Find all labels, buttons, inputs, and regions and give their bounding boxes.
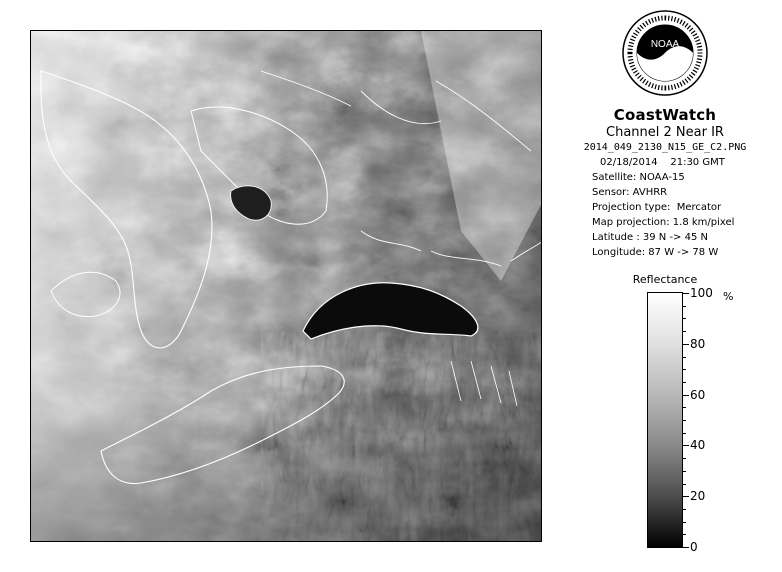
satellite-map (30, 30, 542, 542)
latitude: Latitude : 39 N -> 45 N (592, 232, 708, 243)
colorbar-tick-label: 80 (690, 336, 706, 351)
legend-unit: % (723, 290, 734, 303)
longitude: Longitude: 87 W -> 78 W (592, 247, 719, 258)
colorbar-tick-label: 100 (690, 286, 713, 300)
channel-title: Channel 2 Near IR (606, 125, 724, 140)
colorbar-tick-label: 20 (690, 489, 706, 504)
colorbar-minor-tick (683, 420, 686, 421)
colorbar-minor-tick (683, 306, 686, 307)
colorbar-tick (683, 395, 689, 396)
colorbar-minor-tick (683, 433, 686, 434)
colorbar-tick (683, 547, 689, 548)
date-time: 02/18/2014 21:30 GMT (600, 157, 725, 168)
colorbar-tick-label: 60 (690, 387, 706, 402)
colorbar-tick (683, 344, 689, 345)
colorbar-minor-tick (683, 369, 686, 370)
colorbar-tick (683, 293, 689, 294)
map-projection: Map projection: 1.8 km/pixel (592, 217, 735, 228)
colorbar-minor-tick (683, 357, 686, 358)
sensor: Sensor: AVHRR (592, 187, 668, 198)
metadata-block (560, 155, 770, 260)
satellite-image (31, 31, 542, 542)
colorbar-minor-tick (683, 331, 686, 332)
colorbar-minor-tick (683, 318, 686, 319)
reflectance-colorbar (647, 292, 683, 548)
brand-title: CoastWatch (613, 106, 717, 124)
colorbar-tick-label: 40 (690, 438, 706, 453)
colorbar-minor-tick (683, 522, 686, 523)
logo-text: NOAA (650, 39, 680, 50)
colorbar-minor-tick (683, 458, 686, 459)
satellite: Satellite: NOAA-15 (592, 172, 685, 183)
colorbar-minor-tick (683, 484, 686, 485)
colorbar-minor-tick (683, 509, 686, 510)
info-panel (560, 10, 770, 260)
legend-title: Reflectance (632, 273, 698, 286)
colorbar-minor-tick (683, 471, 686, 472)
colorbar-minor-tick (683, 534, 686, 535)
colorbar-minor-tick (683, 382, 686, 383)
noaa-logo-icon (622, 10, 708, 96)
projection-type: Projection type: Mercator (592, 202, 722, 213)
colorbar-tick-label: 0 (690, 540, 698, 554)
file-name: 2014_049_2130_N15_GE_C2.PNG (583, 142, 747, 153)
colorbar-minor-tick (683, 407, 686, 408)
colorbar-tick (683, 445, 689, 446)
colorbar-tick (683, 496, 689, 497)
